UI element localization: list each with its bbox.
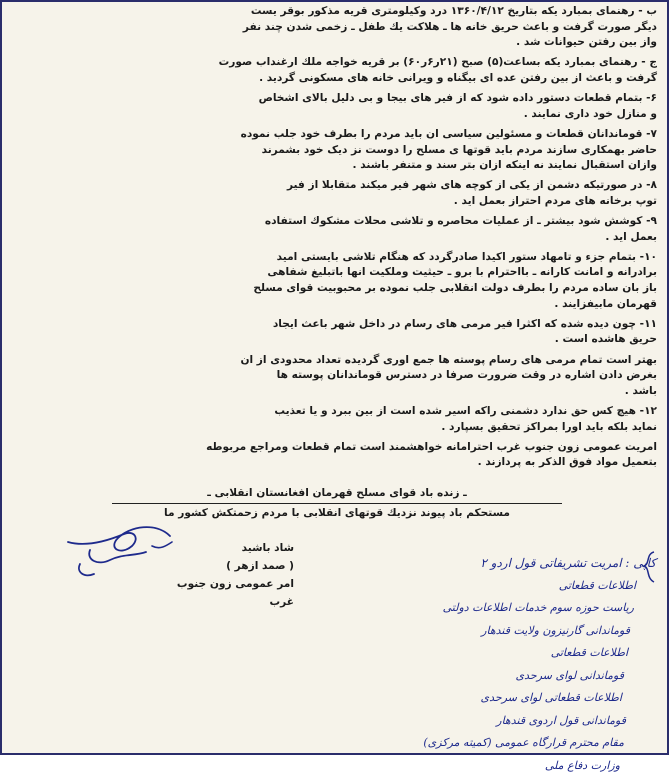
text-line: بغرض دادن اشاره در وقت ضرورت صرفا در دسترس قوماندانان پوسته ها: [14, 368, 657, 384]
text-line: ۱۰- بتمام جزء و تامهاد ستور اکیدا صادرگردد که هنگام تلاشی بایستی امید: [14, 250, 657, 266]
text-line: بهتر است تمام مرمی های رسام پوسته ها جمع اوری گردیده تعداد محدودی از ان: [14, 353, 657, 369]
text-line: توپ برخانه های مردم احتراز بعمل اید .: [14, 194, 657, 210]
text-line: نماید بلکه باید اورا بمراکز تحقیق بسپارد .: [14, 420, 657, 436]
text-line: ۸- در صورتیکه دشمن از یکی از کوچه های شهر فیر میکند متقابلا از فیر: [14, 178, 657, 194]
text-line: ۶- بتمام قطعات دستور داده شود که از فیر های بیجا و بی دلیل بالای اشخاص: [14, 91, 657, 107]
text-line: امریت عمومی زون جنوب غرب احترامانه خواهشمند است تمام قطعات ومراجع مربوطه: [14, 440, 657, 456]
text-line: واز بین رفتن حیوانات شد .: [14, 35, 657, 51]
distribution-recipient: وزارت دفاع ملی: [394, 755, 656, 777]
text-line: گرفت و باعث از بین رفتن عده ای بیگناه و ویرانی خانه های مسکونی گردید .: [14, 71, 657, 87]
signature-block: [174, 539, 294, 611]
paragraph: [14, 404, 657, 435]
distribution-recipient: ریاست حوزه سوم خدمات اطلاعات دولتی: [394, 597, 656, 620]
paragraph: [14, 178, 657, 209]
paragraph: [14, 91, 657, 122]
text-line: ۹- کوشش شود بیشتر ـ از عملیات محاصره و تلاشی محلات مشکوك استفاده: [14, 214, 657, 230]
distribution-recipient: قوماندانی قول اردوی قندهار: [394, 710, 656, 733]
distribution-recipient: اطلاعات قطعاتی: [394, 575, 656, 598]
paragraph: [14, 127, 657, 174]
typed-body: [14, 4, 657, 476]
distribution-heading: کاپی : امریت تشریفاتی قول اردو ۲: [394, 552, 656, 575]
paragraph: [14, 317, 657, 348]
text-line: و منازل خود داری نمایند .: [14, 107, 657, 123]
paragraph: [14, 353, 657, 400]
paragraph: [14, 440, 657, 471]
text-line: بتعمیل مواد فوق الذکر به پردازند .: [14, 455, 657, 471]
text-line: دیگر صورت گرفت و باعث حریق خانه ها ـ هلاکت یك طفل ـ زخمی شدن چند نفر: [14, 20, 657, 36]
distribution-recipient: قوماندانی لوای سرحدی: [394, 665, 656, 688]
text-line: باشد .: [14, 384, 657, 400]
paragraph: [14, 55, 657, 86]
text-line: ج - رهنمای بمبارد یکه بساعت(۵) صبح (۲۱ر۶ر۶۰) بر قریه خواجه ملك ارغنداب صورت: [14, 55, 657, 71]
text-line: وازان استقبال نمایند نه اینکه ازان بتر سند و متنفر باشند .: [14, 158, 657, 174]
paragraph: [14, 250, 657, 312]
text-line: قهرمان مابیفزایند .: [14, 297, 657, 313]
slogan-line-2: مستحکم باد پیوند نزدیك قوتهای انقلابی با مردم زحمتکش کشور ما: [112, 504, 562, 522]
text-line: برادرانه و امانت کارانه ـ بااحترام با برو ـ حیثیت وملکیت انها باتبلیغ شفاهی: [14, 265, 657, 281]
text-line: ۱۲- هیچ کس حق ندارد دشمنی راکه اسیر شده است از بین ببرد و یا تعذیب: [14, 404, 657, 420]
distribution-recipient: اطلاعات قطعاتی: [394, 642, 656, 665]
text-line: بعمل اید .: [14, 230, 657, 246]
text-line: حاضر بهمکاری سازند مردم باید قوتها ی مسلح را دوست نز دیک خود بشمرند: [14, 143, 657, 159]
text-line: ۱۱- چون دیده شده که اکثرا فیر مرمی های رسام در داخل شهر باعث ایجاد: [14, 317, 657, 333]
salutation: شاد باشید: [174, 539, 294, 557]
signatory-name: ( صمد ازهر ): [174, 557, 294, 575]
text-line: حریق هاشده است .: [14, 332, 657, 348]
handwritten-signature: [60, 516, 180, 586]
text-line: ب - رهنمای بمبارد یکه بتاریخ ۱۳۶۰/۴/۱۲ درد وکیلومتری قریه مذکور بوقر یست: [14, 4, 657, 20]
handwritten-distribution-list: [394, 552, 656, 777]
paragraph: [14, 4, 657, 51]
signatory-title: امر عمومی زون جنوب غرب: [174, 575, 294, 611]
text-line: باز بان ساده مردم را بطرف دولت انقلابی جلب نموده بر محبوبیت قوای مسلح: [14, 281, 657, 297]
distribution-recipient: قوماندانی گارنیزون ولایت قندهار: [394, 620, 656, 643]
distribution-recipient: مقام محترم قرارگاه عمومی (کمیته مرکزی): [394, 732, 656, 755]
distribution-recipient: اطلاعات قطعاتی لوای سرحدی: [394, 687, 656, 710]
paragraph: [14, 214, 657, 245]
slogan-line-1: ـ زنده باد قوای مسلح قهرمان افغانستان انقلابی ـ: [112, 484, 562, 502]
text-line: ۷- قوماندانان قطعات و مسئولین سیاسی ان باید مردم را بطرف خود جلب نموده: [14, 127, 657, 143]
